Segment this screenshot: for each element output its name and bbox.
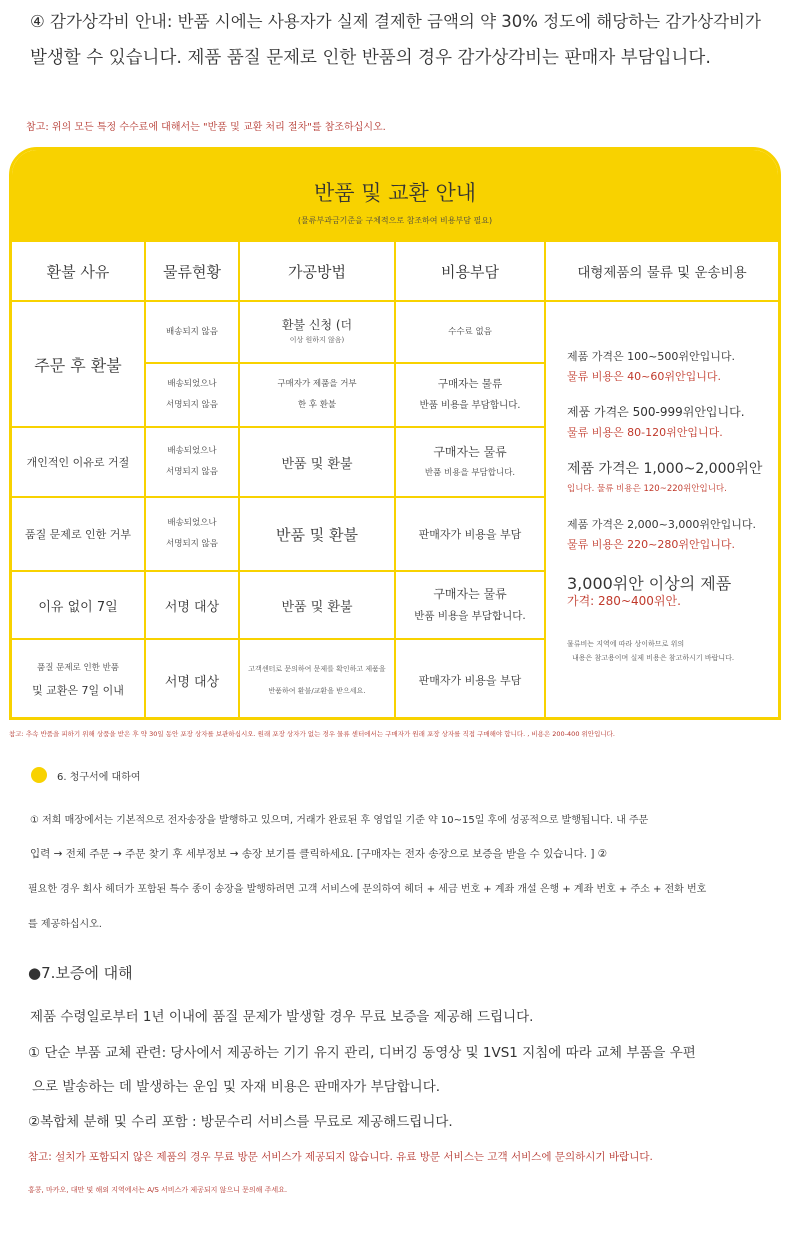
section7-p2: ① 단순 부품 교체 관련: 당사에서 제공하는 기기 유지 관리, 디버깅 동영상 및 1VS1 지침에 따라 교체 부품을 우편 bbox=[28, 1045, 696, 1061]
row5-method-line1: 고객센터로 문의하여 문제를 확인하고 제품을 bbox=[248, 665, 386, 673]
row5-reason-line1: 품질 문제로 인한 반품 bbox=[36, 662, 119, 673]
section6-p3: 필요한 경우 회사 헤더가 포함된 특수 종이 송장을 발행하려면 고객 서비스에 문의하여 헤더 + 세금 번호 + 계좌 개설 은행 + 계좌 번호 + 주소 + 전화 번호 bbox=[28, 884, 707, 895]
card-header bbox=[12, 150, 778, 242]
row1a-logistics: 배송되지 않음 bbox=[166, 326, 218, 337]
row2-cost bbox=[396, 428, 544, 496]
row1a-method bbox=[240, 302, 394, 362]
card-title: 반품 및 교환 안내 bbox=[313, 181, 477, 205]
section7-p3: 으로 발송하는 데 발생하는 운임 및 자재 비용은 판매자가 부담합니다. bbox=[32, 1079, 441, 1095]
row1b-cost-line2: 반품 비용을 부담합니다. bbox=[419, 400, 521, 411]
row1b-cost-line1: 구매자는 물류 bbox=[437, 378, 503, 390]
row2-cost-line2: 반품 비용을 부담합니다. bbox=[424, 467, 516, 478]
row4-logistics: 서명 대상 bbox=[164, 599, 220, 615]
row5-cost: 판매자가 비용을 부담 bbox=[418, 674, 522, 687]
row3-logistics bbox=[146, 498, 238, 570]
row1b-cost bbox=[396, 364, 544, 426]
large-disclaimer-line2: 내용은 참고용이며 실제 비용은 참고하시기 바랍니다. bbox=[572, 654, 735, 662]
row3-cost: 판매자가 비용을 부담 bbox=[418, 528, 522, 541]
header-cost: 비용부담 bbox=[441, 262, 499, 281]
return-exchange-card bbox=[9, 147, 781, 720]
row4-cost bbox=[396, 572, 544, 638]
large-disclaimer-line1: 물류비는 지역에 따라 상이하므로 위의 bbox=[567, 640, 685, 648]
row3-logistics-line2: 서명되지 않음 bbox=[166, 539, 218, 549]
card-subtitle: (물류부과금기준을 구체적으로 참조하여 비용부담 필요) bbox=[297, 216, 493, 225]
large-tier2-cost: 물류 비용은 80-120위안입니다. bbox=[567, 426, 723, 439]
section6-title: 6. 청구서에 대하여 bbox=[57, 772, 141, 783]
row5-logistics: 서명 대상 bbox=[164, 674, 220, 690]
header-reason: 환불 사유 bbox=[46, 262, 110, 281]
row-reason-quality-reject: 품질 문제로 인한 거부 bbox=[24, 528, 132, 541]
row-reason-personal: 개인적인 이유로 거절 bbox=[26, 456, 130, 469]
depreciation-line-2: 발생할 수 있습니다. 제품 품질 문제로 인한 반품의 경우 감가상각비는 판매자 부담입니다. bbox=[30, 48, 711, 68]
header-logistics: 물류현황 bbox=[163, 262, 221, 281]
row-reason-7day: 이유 없이 7일 bbox=[38, 599, 118, 615]
packaging-note: 참고: 추속 반품을 피하기 위해 상품을 받은 후 약 30일 동안 포장 상자를 보관하십시오. 원래 포장 상자가 없는 경우 물류 센터에서는 구매자가 원래 포장 상자를 직접 구매해야 합니다. , 비용은 200-400 위안입니다. bbox=[9, 730, 615, 738]
row2-cost-line1: 구매자는 물류 bbox=[433, 444, 507, 459]
section6-p2: 입력 → 전체 주문 → 주문 찾기 후 세부정보 → 송장 보기를 클릭하세요. [구매자는 전자 송장으로 보증을 받을 수 있습니다. ] ② bbox=[30, 848, 608, 860]
row-reason-quality-exchange bbox=[12, 640, 144, 720]
row1b-method-line1: 구매자가 제품을 거부 bbox=[277, 379, 357, 389]
large-tier1-cost: 물류 비용은 40~60위안입니다. bbox=[567, 370, 721, 383]
section6-p1: ① 저희 매장에서는 기본적으로 전자송장을 발행하고 있으며, 거래가 완료된 후 영업일 기준 약 10~15일 후에 성공적으로 발행됩니다. 내 주문 bbox=[30, 815, 649, 826]
large-tier4-cost: 물류 비용은 220~280위안입니다. bbox=[567, 538, 735, 551]
section7-note2: 홍콩, 마카오, 대만 및 해외 지역에서는 A/S 서비스가 제공되지 않으니 문의해 주세요. bbox=[28, 1186, 288, 1194]
row2-method: 반품 및 환불 bbox=[281, 456, 353, 472]
row1b-logistics-line1: 배송되었으나 bbox=[167, 379, 217, 389]
large-tier2-price: 제품 가격은 500-999위안입니다. bbox=[567, 405, 745, 419]
section7-p4: ②복합체 분해 및 수리 포함 : 방문수리 서비스를 무료로 제공해드립니다. bbox=[28, 1114, 453, 1130]
large-tier1-price: 제품 가격은 100~500위안입니다. bbox=[567, 350, 735, 363]
row-reason-order-refund: 주문 후 환불 bbox=[34, 355, 122, 375]
row1b-logistics-line2: 서명되지 않음 bbox=[166, 400, 218, 410]
row1b-method bbox=[240, 364, 394, 426]
large-tier3-price: 제품 가격은 1,000~2,000위안 bbox=[567, 461, 763, 477]
yellow-bullet-icon bbox=[31, 767, 47, 783]
return-table bbox=[12, 242, 778, 720]
large-tier5-price: 3,000위안 이상의 제품 bbox=[567, 574, 732, 593]
section7-p1: 제품 수령일로부터 1년 이내에 품질 문제가 발생할 경우 무료 보증을 제공해 드립니다. bbox=[30, 1009, 534, 1025]
top-note: 참고: 위의 모든 특정 수수료에 대해서는 "반품 및 교환 처리 절차"를 참조하십시오. bbox=[26, 122, 386, 133]
large-tier3-cost: 입니다. 물류 비용은 120~220위안입니다. bbox=[567, 484, 727, 494]
row2-logistics-line1: 배송되었으나 bbox=[167, 446, 217, 456]
row5-method bbox=[240, 640, 394, 720]
row1a-method-line2: 이상 원하지 않음) bbox=[289, 336, 345, 344]
header-large-product: 대형제품의 물류 및 운송비용 bbox=[577, 265, 747, 281]
section7-note1: 참고: 설치가 포함되지 않은 제품의 경우 무료 방문 서비스가 제공되지 않습니다. 유료 방문 서비스는 고객 서비스에 문의하시기 바랍니다. bbox=[28, 1151, 653, 1163]
depreciation-line-1: ④ 감가상각비 안내: 반품 시에는 사용자가 실제 결제한 금액의 약 30% 정도에 해당하는 감가상각비가 bbox=[30, 12, 761, 31]
section7-title: ●7.보증에 대해 bbox=[28, 964, 133, 982]
row1b-method-line2: 한 후 환불 bbox=[297, 400, 337, 410]
row1a-method-line1: 환불 신청 (더 bbox=[281, 318, 353, 332]
row4-cost-line2: 반품 비용을 부담합니다. bbox=[414, 610, 526, 622]
row1a-cost: 수수료 없음 bbox=[448, 326, 492, 337]
row3-method: 반품 및 환불 bbox=[276, 525, 358, 544]
row2-logistics bbox=[146, 428, 238, 496]
row5-method-line2: 반품하여 환불/교환을 받으세요. bbox=[268, 687, 366, 695]
row3-logistics-line1: 배송되었으나 bbox=[167, 518, 217, 528]
row1b-logistics bbox=[146, 364, 238, 426]
large-tier5-cost: 가격: 280~400위안. bbox=[567, 594, 681, 608]
row2-logistics-line2: 서명되지 않음 bbox=[166, 467, 218, 477]
row4-method: 반품 및 환불 bbox=[281, 599, 353, 615]
large-tier4-price: 제품 가격은 2,000~3,000위안입니다. bbox=[567, 518, 756, 531]
row5-reason-line2: 및 교환은 7일 이내 bbox=[32, 683, 124, 697]
header-method: 가공방법 bbox=[288, 262, 346, 281]
section6-p4: 를 제공하십시오. bbox=[28, 919, 102, 930]
row4-cost-line1: 구매자는 물류 bbox=[433, 587, 507, 601]
